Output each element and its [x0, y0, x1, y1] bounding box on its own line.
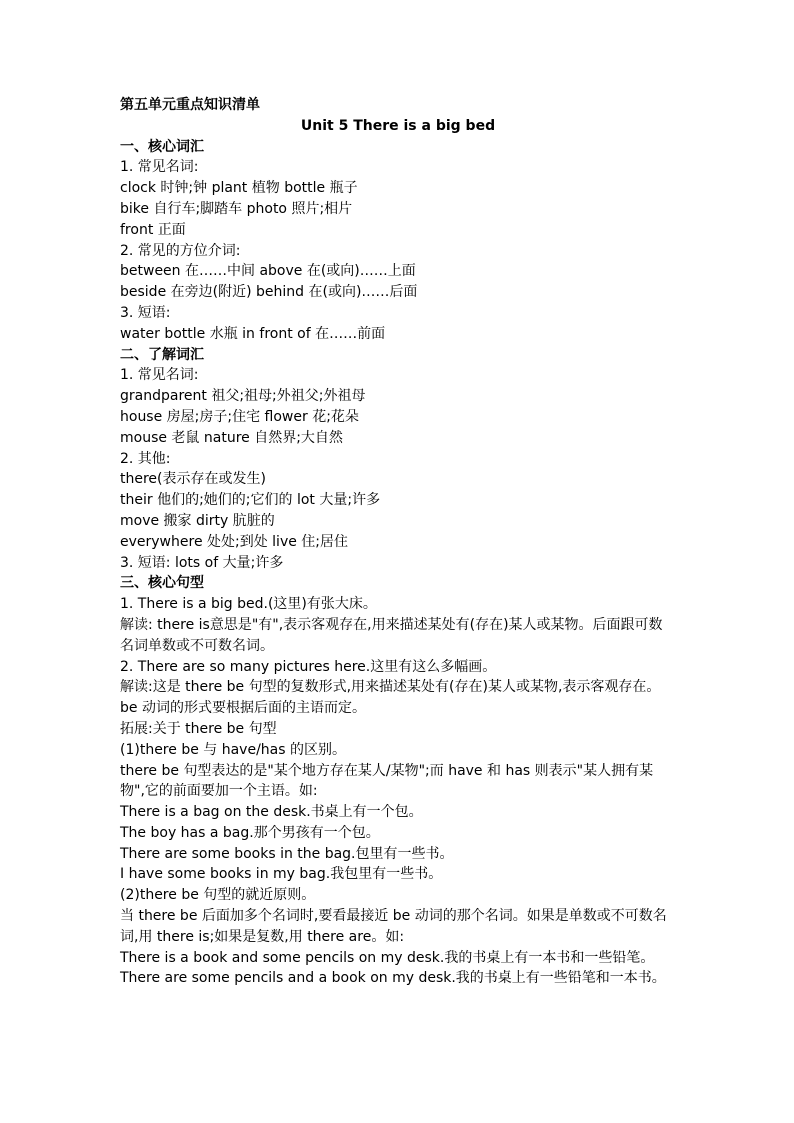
text-line: 1. 常见名词: [120, 367, 199, 384]
text-line: (1)there be 与 have/has 的区别。 [120, 741, 346, 758]
text-line: front 正面 [120, 221, 186, 238]
paragraph: There are some pencils and a book on my desk.我的书桌上有一些铅笔和一本书。 [120, 970, 666, 987]
text-line: bike 自行车;脚踏车 photo 照片;相片 [120, 200, 353, 217]
paragraph: 解读:这是 there be 句型的复数形式,用来描述某处有(存在)某人或某物,表示客观存在。be 动词的形式要根据后面的主语而定。 [120, 679, 661, 717]
document-heading: 第五单元重点知识清单 [120, 97, 260, 113]
text-line: clock 时钟;钟 plant 植物 bottle 瓶子 [120, 180, 358, 197]
text-line: house 房屋;房子;住宅 flower 花;花朵 [120, 408, 359, 425]
text-line: water bottle 水瓶 in front of 在……前面 [120, 325, 386, 342]
text-line: 1. There is a big bed.(这里)有张大床。 [120, 596, 377, 613]
text-line: their 他们的;她们的;它们的 lot 大量;许多 [120, 492, 381, 509]
text-line: 1. 常见名词: [120, 159, 199, 176]
text-line: 2. 常见的方位介词: [120, 242, 241, 259]
unit-title: Unit 5 There is a big bed [300, 117, 496, 134]
text-line: 2. 其他: [120, 450, 171, 467]
paragraph: 当 there be 后面加多个名词时,要看最接近 be 动词的那个名词。如果是单数或不可数名词,用 there is;如果是复数,用 there are。如: [120, 908, 667, 945]
text-line: 3. 短语: [120, 304, 171, 321]
section-heading: 二、了解词汇 [120, 346, 204, 363]
text-line: The boy has a bag.那个男孩有一个包。 [120, 824, 380, 841]
text-line: grandparent 祖父;祖母;外祖父;外祖母 [120, 388, 366, 405]
text-line: between 在……中间 above 在(或向)……上面 [120, 263, 416, 280]
document-body [120, 95, 676, 989]
paragraph: there be 句型表达的是"某个地方存在某人/某物";而 have 和 has 则表示"某人拥有某物",它的前面要加一个主语。如: [120, 762, 654, 800]
text-line: I have some books in my bag.我包里有一些书。 [120, 866, 443, 883]
text-line: there(表示存在或发生) [120, 471, 266, 488]
text-line: beside 在旁边(附近) behind 在(或向)……后面 [120, 284, 418, 301]
paragraph: 解读: there is意思是"有",表示客观存在,用来描述某处有(存在)某人或某物。后面跟可数名词单数或不可数名词。 [120, 616, 663, 654]
text-line: 2. There are so many pictures here.这里有这么多幅画。 [120, 658, 497, 675]
text-line: There is a book and some pencils on my desk.我的书桌上有一本书和一些铅笔。 [120, 949, 655, 966]
text-line: There are some books in the bag.包里有一些书。 [120, 845, 454, 862]
text-line: mouse 老鼠 nature 自然界;大自然 [120, 429, 343, 446]
text-line: 拓展:关于 there be 句型 [120, 720, 277, 737]
text-line: There is a bag on the desk.书桌上有一个包。 [120, 804, 423, 821]
text-line: (2)there be 句型的就近原则。 [120, 887, 316, 904]
text-line: everywhere 处处;到处 live 住;居住 [120, 533, 349, 550]
section-heading: 三、核心句型 [120, 575, 204, 592]
text-line: move 搬家 dirty 肮脏的 [120, 512, 275, 529]
section-heading: 一、核心词汇 [120, 138, 204, 155]
text-line: 3. 短语: lots of 大量;许多 [120, 554, 284, 571]
